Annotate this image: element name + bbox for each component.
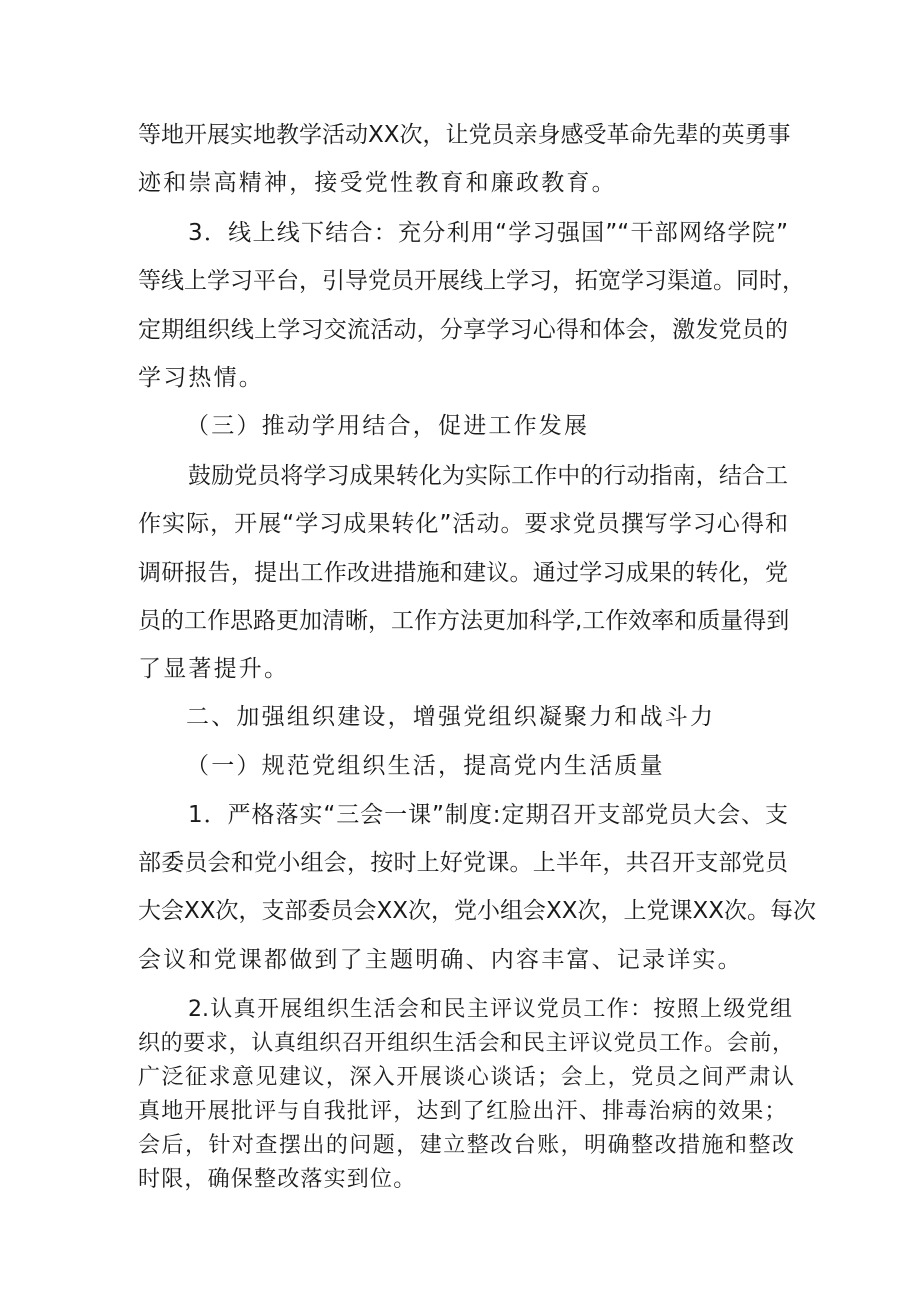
paragraph-line: 员的工作思路更加清晰，工作方法更加科学,工作效率和质量得到 (138, 608, 790, 634)
list-item-heading: 3．线上线下结合：充分利用“学习强国”“干部网络学院” (188, 220, 788, 246)
section-heading: （一）规范党组织生活，提高党内生活质量 (186, 753, 665, 779)
list-item-heading: 1．严格落实“三会一课”制度:定期召开支部党员大会、支 (188, 802, 788, 828)
section-heading: （三）推动学用结合，促进工作发展 (186, 413, 590, 439)
chapter-heading: 二、加强组织建设，增强党组织凝聚力和战斗力 (186, 704, 716, 730)
paragraph-line: 了显著提升。 (138, 656, 290, 682)
paragraph-line: 部委员会和党小组会，按时上好党课。上半年，共召开支部党员 (138, 850, 788, 876)
paragraph-line: 广泛征求意见建议，深入开展谈心谈话；会上，党员之间严肃认 (138, 1065, 794, 1090)
paragraph-line: 等地开展实地教学活动XX次，让党员亲身感受革命先辈的英勇事 (138, 122, 791, 148)
paragraph-line: 大会XX次，支部委员会XX次，党小组会XX次，上党课XX次。每次 (138, 898, 817, 924)
paragraph-line: 会议和党课都做到了主题明确、内容丰富、记录详实。 (138, 947, 743, 973)
paragraph-line: 迹和崇高精神，接受党性教育和廉政教育。 (138, 170, 617, 196)
paragraph-line: 织的要求，认真组织召开组织生活会和民主评议党员工作。会前， (138, 1031, 794, 1056)
paragraph-line: 学习热情。 (138, 365, 264, 391)
paragraph-line: 真地开展批评与自我批评，达到了红脸出汗、排毒治病的效果； (138, 1099, 788, 1124)
paragraph-line: 鼓励党员将学习成果转化为实际工作中的行动指南，结合工 (188, 463, 788, 489)
paragraph-line: 时限，确保整改落实到位。 (138, 1167, 417, 1192)
paragraph-line: 等线上学习平台，引导党员开展线上学习，拓宽学习渠道。同时， (138, 268, 805, 294)
paragraph-line: 定期组织线上学习交流活动，分享学习心得和体会，激发党员的 (138, 317, 788, 343)
paragraph-line: 作实际，开展“学习成果转化”活动。要求党员撰写学习心得和 (138, 511, 788, 537)
paragraph-line: 会后，针对查摆出的问题，建立整改台账，明确整改措施和整改 (138, 1133, 794, 1158)
list-item-heading: 2.认真开展组织生活会和民主评议党员工作：按照上级党组 (188, 997, 792, 1022)
paragraph-line: 调研报告，提出工作改进措施和建议。通过学习成果的转化，党 (138, 560, 788, 586)
